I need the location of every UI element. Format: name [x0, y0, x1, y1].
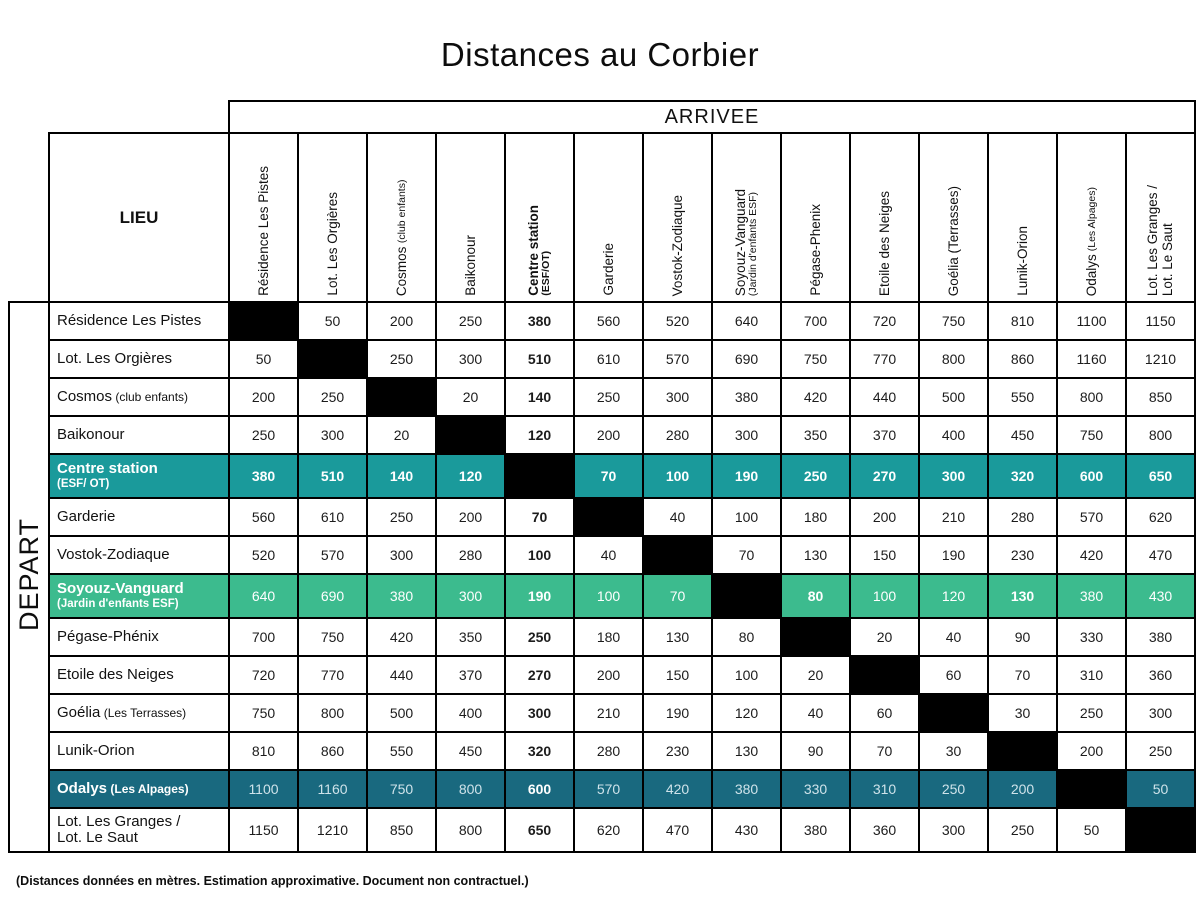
- distance-cell: 250: [919, 770, 988, 808]
- distance-cell: 90: [988, 618, 1057, 656]
- distance-cell: 20: [436, 378, 505, 416]
- distance-cell: 300: [1126, 694, 1195, 732]
- distance-cell: 190: [643, 694, 712, 732]
- row-label: [49, 536, 229, 574]
- column-header-13: [1057, 133, 1126, 302]
- distance-cell: 600: [505, 770, 574, 808]
- distance-cell: 650: [505, 808, 574, 852]
- distance-cell: 320: [505, 732, 574, 770]
- arrivee-header-row: [9, 101, 1195, 133]
- distance-cell: 280: [436, 536, 505, 574]
- table-row-10: [9, 656, 1195, 694]
- distance-cell: 200: [574, 656, 643, 694]
- table-row-13: [9, 770, 1195, 808]
- distance-cell: 140: [505, 378, 574, 416]
- distance-cell: 520: [643, 302, 712, 340]
- distance-cell: 100: [712, 498, 781, 536]
- distance-cell: 350: [436, 618, 505, 656]
- row-label: [49, 808, 229, 852]
- distance-cell: 860: [988, 340, 1057, 378]
- column-header-10: [850, 133, 919, 302]
- column-header-label: Odalys(Les Alpages): [1083, 186, 1099, 296]
- distance-cell: 380: [712, 770, 781, 808]
- row-label: [49, 656, 229, 694]
- distance-cell: 640: [712, 302, 781, 340]
- distance-cell: 130: [988, 574, 1057, 618]
- distance-cell: 1150: [1126, 302, 1195, 340]
- column-header-9: [781, 133, 850, 302]
- row-label: [49, 694, 229, 732]
- distance-cell: 750: [781, 340, 850, 378]
- distance-cell: 430: [712, 808, 781, 852]
- distance-cell: 100: [505, 536, 574, 574]
- distance-cell: 190: [505, 574, 574, 618]
- distance-cell: 200: [229, 378, 298, 416]
- distance-cell: 570: [298, 536, 367, 574]
- distance-cell: 370: [436, 656, 505, 694]
- row-label-main: Vostok-Zodiaque: [57, 545, 170, 563]
- distance-cell: 330: [781, 770, 850, 808]
- footnote: (Distances données en mètres. Estimation approximative. Document non contractuel.): [16, 874, 529, 888]
- distance-cell: 250: [505, 618, 574, 656]
- distance-cell: 70: [505, 498, 574, 536]
- column-header-3: [367, 133, 436, 302]
- distance-cell: 300: [436, 574, 505, 618]
- diagonal-cell: [505, 454, 574, 498]
- distance-cell: 130: [712, 732, 781, 770]
- row-label-main: Lot. Les Granges /: [57, 812, 181, 830]
- distance-cell: 310: [1057, 656, 1126, 694]
- diagonal-cell: [781, 618, 850, 656]
- distance-cell: 60: [919, 656, 988, 694]
- distance-cell: 810: [988, 302, 1057, 340]
- row-label-main: Résidence Les Pistes: [57, 311, 202, 329]
- distance-cell: 380: [781, 808, 850, 852]
- column-header-label: Goélia (Terrasses): [945, 185, 961, 296]
- column-header-label: Garderie: [600, 243, 616, 296]
- diagonal-cell: [712, 574, 781, 618]
- table-row-7: [9, 536, 1195, 574]
- column-header-label: Centre station: [526, 205, 542, 296]
- column-header-label: Etoile des Neiges: [876, 190, 892, 296]
- distance-cell: 470: [643, 808, 712, 852]
- column-header-6: [574, 133, 643, 302]
- row-label: [49, 340, 229, 378]
- distance-cell: 360: [1126, 656, 1195, 694]
- distance-cell: 300: [919, 808, 988, 852]
- distance-cell: 720: [229, 656, 298, 694]
- column-header-sublabel: (ESF/OT): [540, 251, 553, 296]
- distance-cell: 50: [1126, 770, 1195, 808]
- distance-cell: 800: [1126, 416, 1195, 454]
- distance-cell: 40: [781, 694, 850, 732]
- row-label-sub: (club enfants): [112, 389, 189, 404]
- distance-cell: 80: [712, 618, 781, 656]
- distance-cell: 420: [643, 770, 712, 808]
- distance-cell: 610: [298, 498, 367, 536]
- column-header-1: [229, 133, 298, 302]
- distance-cell: 250: [367, 340, 436, 378]
- distance-cell: 140: [367, 454, 436, 498]
- distance-cell: 100: [712, 656, 781, 694]
- distance-cell: 180: [781, 498, 850, 536]
- row-label-sub: (Les Alpages): [107, 781, 189, 796]
- row-label-main: Garderie: [57, 507, 116, 525]
- distance-cell: 20: [850, 618, 919, 656]
- distance-cell: 200: [988, 770, 1057, 808]
- column-header-12: [988, 133, 1057, 302]
- table-row-14: [9, 808, 1195, 852]
- distance-cell: 600: [1057, 454, 1126, 498]
- row-label-main: Cosmos: [57, 387, 113, 405]
- distance-cell: 70: [988, 656, 1057, 694]
- distance-cell: 280: [574, 732, 643, 770]
- distance-cell: 450: [436, 732, 505, 770]
- distance-cell: 800: [919, 340, 988, 378]
- table-row-4: [9, 416, 1195, 454]
- row-label-main: Soyouz-Vanguard: [57, 580, 184, 598]
- distance-cell: 1160: [298, 770, 367, 808]
- row-label-main: Pégase-Phénix: [57, 627, 159, 645]
- distance-cell: 750: [367, 770, 436, 808]
- distance-cell: 250: [574, 378, 643, 416]
- distance-cell: 520: [229, 536, 298, 574]
- distance-cell: 120: [712, 694, 781, 732]
- distance-cell: 200: [574, 416, 643, 454]
- table-row-9: [9, 618, 1195, 656]
- row-label-main: Odalys: [57, 779, 108, 797]
- row-label: [49, 770, 229, 808]
- corner-spacer-left: [9, 133, 49, 302]
- row-label: [49, 302, 229, 340]
- distance-cell: 440: [367, 656, 436, 694]
- distance-cell: 1210: [298, 808, 367, 852]
- column-header-8: [712, 133, 781, 302]
- distance-cell: 100: [574, 574, 643, 618]
- distance-cell: 360: [850, 808, 919, 852]
- distance-cell: 50: [298, 302, 367, 340]
- distance-cell: 1100: [1057, 302, 1126, 340]
- distance-cell: 130: [643, 618, 712, 656]
- distance-cell: 210: [574, 694, 643, 732]
- distance-cell: 1160: [1057, 340, 1126, 378]
- distance-cell: 1100: [229, 770, 298, 808]
- distance-cell: 500: [367, 694, 436, 732]
- table-row-1: [9, 302, 1195, 340]
- table-row-12: [9, 732, 1195, 770]
- distance-cell: 800: [1057, 378, 1126, 416]
- distance-cell: 690: [298, 574, 367, 618]
- column-header-11: [919, 133, 988, 302]
- distance-cell: 640: [229, 574, 298, 618]
- table-row-3: [9, 378, 1195, 416]
- column-header-sublabel: (Les Alpages): [1085, 186, 1098, 251]
- distance-cell: 250: [436, 302, 505, 340]
- distance-cell: 200: [1057, 732, 1126, 770]
- diagonal-cell: [919, 694, 988, 732]
- distance-cell: 750: [298, 618, 367, 656]
- row-label: [49, 732, 229, 770]
- distance-cell: 150: [643, 656, 712, 694]
- depart-header: [9, 302, 49, 852]
- distance-cell: 200: [436, 498, 505, 536]
- diagonal-cell: [850, 656, 919, 694]
- distance-cell: 700: [781, 302, 850, 340]
- distance-cell: 180: [574, 618, 643, 656]
- distance-cell: 1150: [229, 808, 298, 852]
- distance-cell: 750: [229, 694, 298, 732]
- distance-cell: 280: [988, 498, 1057, 536]
- distance-cell: 330: [1057, 618, 1126, 656]
- distance-cell: 30: [919, 732, 988, 770]
- distance-cell: 380: [712, 378, 781, 416]
- distance-cell: 310: [850, 770, 919, 808]
- distance-cell: 250: [367, 498, 436, 536]
- table-row-5: [9, 454, 1195, 498]
- distance-cell: 690: [712, 340, 781, 378]
- column-header-label: Lot. Les Granges /: [1145, 184, 1161, 296]
- distance-cell: 720: [850, 302, 919, 340]
- diagonal-cell: [643, 536, 712, 574]
- distance-cell: 800: [436, 808, 505, 852]
- distance-cell: 570: [643, 340, 712, 378]
- distance-cell: 250: [1126, 732, 1195, 770]
- column-header-label: Soyouz-Vanguard: [733, 188, 749, 296]
- distance-cell: 510: [298, 454, 367, 498]
- distance-cell: 70: [574, 454, 643, 498]
- column-header-label: Pégase-Phenix: [807, 204, 823, 296]
- column-header-label: Cosmos(club enfants): [393, 179, 409, 296]
- distance-cell: 750: [919, 302, 988, 340]
- column-header-2: [298, 133, 367, 302]
- column-header-label: Lot. Les Orgières: [324, 192, 340, 296]
- page-title: Distances au Corbier: [440, 36, 760, 73]
- distance-matrix-table: [8, 100, 1196, 853]
- distance-cell: 230: [643, 732, 712, 770]
- distance-cell: 300: [367, 536, 436, 574]
- row-label-main: Etoile des Neiges: [57, 665, 174, 683]
- distance-cell: 380: [505, 302, 574, 340]
- diagonal-cell: [574, 498, 643, 536]
- distance-cell: 550: [367, 732, 436, 770]
- distance-cell: 850: [1126, 378, 1195, 416]
- distance-cell: 560: [574, 302, 643, 340]
- column-header-label: Baikonour: [462, 235, 478, 296]
- distance-cell: 70: [643, 574, 712, 618]
- distance-cell: 380: [1126, 618, 1195, 656]
- distance-cell: 40: [574, 536, 643, 574]
- distance-cell: 280: [643, 416, 712, 454]
- diagonal-cell: [1126, 808, 1195, 852]
- distance-cell: 300: [436, 340, 505, 378]
- distance-cell: 400: [919, 416, 988, 454]
- row-label: [49, 618, 229, 656]
- column-header-row: [9, 133, 1195, 302]
- distance-cell: 250: [988, 808, 1057, 852]
- distance-cell: 70: [712, 536, 781, 574]
- distance-cell: 250: [298, 378, 367, 416]
- distance-cell: 1210: [1126, 340, 1195, 378]
- row-label-main: Lunik-Orion: [57, 741, 135, 759]
- distance-cell: 380: [229, 454, 298, 498]
- table-row-2: [9, 340, 1195, 378]
- column-header-5: [505, 133, 574, 302]
- distance-cell: 50: [229, 340, 298, 378]
- diagonal-cell: [298, 340, 367, 378]
- row-label-sub: (ESF/ OT): [57, 478, 110, 491]
- table-row-8: [9, 574, 1195, 618]
- distance-cell: 570: [574, 770, 643, 808]
- distance-cell: 70: [850, 732, 919, 770]
- row-label: [49, 378, 229, 416]
- table-row-11: [9, 694, 1195, 732]
- distance-cell: 200: [850, 498, 919, 536]
- distance-cell: 270: [505, 656, 574, 694]
- distance-cell: 440: [850, 378, 919, 416]
- distance-cell: 20: [781, 656, 850, 694]
- distance-cell: 550: [988, 378, 1057, 416]
- diagonal-cell: [367, 378, 436, 416]
- distance-cell: 750: [1057, 416, 1126, 454]
- distance-cell: 770: [298, 656, 367, 694]
- distance-cell: 80: [781, 574, 850, 618]
- distance-cell: 300: [712, 416, 781, 454]
- distance-cell: 100: [850, 574, 919, 618]
- distance-cell: 40: [919, 618, 988, 656]
- column-header-label: Résidence Les Pistes: [255, 166, 271, 296]
- distance-cell: 20: [367, 416, 436, 454]
- distance-cell: 400: [436, 694, 505, 732]
- distance-cell: 510: [505, 340, 574, 378]
- distance-cell: 800: [436, 770, 505, 808]
- distance-cell: 30: [988, 694, 1057, 732]
- lieu-header: LIEU: [49, 133, 229, 302]
- column-header-14: [1126, 133, 1195, 302]
- diagonal-cell: [1057, 770, 1126, 808]
- distance-cell: 90: [781, 732, 850, 770]
- column-header-sublabel: (Jardin d'enfants ESF): [747, 191, 760, 296]
- distance-cell: 770: [850, 340, 919, 378]
- corner-spacer-top: [9, 101, 229, 133]
- distance-cell: 50: [1057, 808, 1126, 852]
- distance-cell: 850: [367, 808, 436, 852]
- distance-cell: 320: [988, 454, 1057, 498]
- distance-cell: 250: [1057, 694, 1126, 732]
- distance-cell: 250: [229, 416, 298, 454]
- distance-cell: 650: [1126, 454, 1195, 498]
- distance-cell: 570: [1057, 498, 1126, 536]
- row-label: [49, 416, 229, 454]
- distance-cell: 210: [919, 498, 988, 536]
- distance-cell: 470: [1126, 536, 1195, 574]
- row-label-main: Baikonour: [57, 425, 125, 443]
- column-header-sublabel: Lot. Le Saut: [1160, 223, 1176, 296]
- distance-cell: 810: [229, 732, 298, 770]
- distance-cell: 150: [850, 536, 919, 574]
- column-header-label: Lunik-Orion: [1014, 226, 1030, 296]
- row-label-sub: (Les Terrasses): [100, 705, 187, 720]
- distance-cell: 300: [643, 378, 712, 416]
- distance-cell: 420: [781, 378, 850, 416]
- distance-cell: 350: [781, 416, 850, 454]
- distance-cell: 620: [574, 808, 643, 852]
- distance-cell: 420: [367, 618, 436, 656]
- column-header-label: Vostok-Zodiaque: [669, 194, 685, 296]
- depart-label: DEPART: [13, 517, 44, 632]
- distance-cell: 420: [1057, 536, 1126, 574]
- distance-cell: 120: [919, 574, 988, 618]
- diagonal-cell: [436, 416, 505, 454]
- distance-cell: 300: [298, 416, 367, 454]
- row-label: [49, 498, 229, 536]
- row-label: [49, 574, 229, 618]
- arrivee-header: ARRIVEE: [229, 101, 1195, 133]
- diagonal-cell: [988, 732, 1057, 770]
- diagonal-cell: [229, 302, 298, 340]
- row-label-main: Goélia: [57, 703, 101, 721]
- distance-cell: 300: [505, 694, 574, 732]
- distance-cell: 380: [367, 574, 436, 618]
- distance-cell: 500: [919, 378, 988, 416]
- distance-cell: 130: [781, 536, 850, 574]
- distance-cell: 250: [781, 454, 850, 498]
- distance-cell: 450: [988, 416, 1057, 454]
- distance-cell: 370: [850, 416, 919, 454]
- distance-cell: 300: [919, 454, 988, 498]
- column-header-sublabel: (club enfants): [395, 179, 408, 244]
- distance-cell: 620: [1126, 498, 1195, 536]
- distance-cell: 270: [850, 454, 919, 498]
- distance-cell: 190: [712, 454, 781, 498]
- distance-cell: 60: [850, 694, 919, 732]
- distance-cell: 100: [643, 454, 712, 498]
- distance-cell: 200: [367, 302, 436, 340]
- distance-cell: 40: [643, 498, 712, 536]
- column-header-4: [436, 133, 505, 302]
- distance-cell: 120: [436, 454, 505, 498]
- distance-cell: 120: [505, 416, 574, 454]
- distance-cell: 380: [1057, 574, 1126, 618]
- row-label-main: Centre station: [57, 460, 158, 478]
- distance-cell: 860: [298, 732, 367, 770]
- distance-cell: 700: [229, 618, 298, 656]
- row-label-sub: Lot. Le Saut: [57, 829, 138, 846]
- distance-cell: 800: [298, 694, 367, 732]
- row-label: [49, 454, 229, 498]
- distance-cell: 430: [1126, 574, 1195, 618]
- row-label-main: Lot. Les Orgières: [57, 349, 173, 367]
- distance-cell: 230: [988, 536, 1057, 574]
- table-row-6: [9, 498, 1195, 536]
- row-label-sub: (Jardin d'enfants ESF): [57, 598, 179, 611]
- column-header-7: [643, 133, 712, 302]
- distance-cell: 610: [574, 340, 643, 378]
- distance-cell: 560: [229, 498, 298, 536]
- distance-cell: 190: [919, 536, 988, 574]
